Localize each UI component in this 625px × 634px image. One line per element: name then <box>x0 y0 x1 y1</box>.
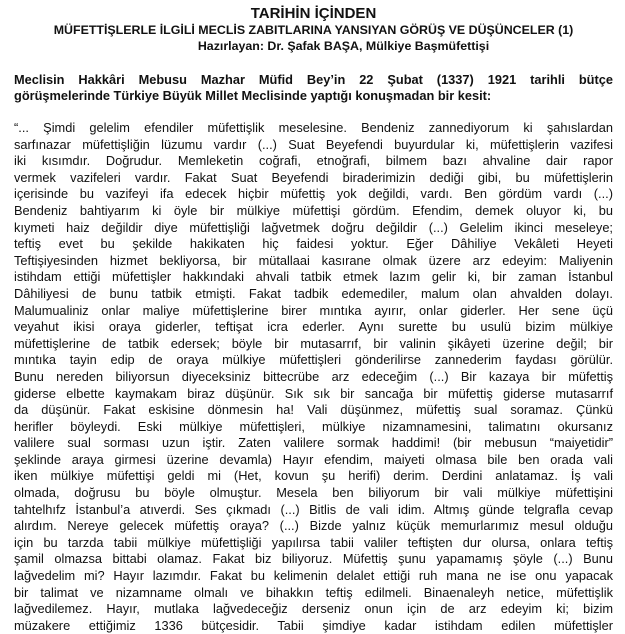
body-line: şamil olmazsa bittabi olamaz. Fakat biz biliyoruz. Müfettiş şunu yapamamış şöyle (...) Bunu <box>14 551 613 567</box>
body-line: kıymeti haiz değildir diye müfettişliği lağvetmek doğru değildir (...) Gelelim ikinci meseleye; <box>14 219 613 235</box>
intro-line: görüşmelerinde Türkiye Büyük Millet Meclisinde yaptığı konuşmadan bir kesit: <box>14 88 492 103</box>
body-line: mıntıka tayin edip de oraya mülkiye müfettişleri gönderilirse zannederim faydası görülür. <box>14 352 613 368</box>
body-line: bir talimat ve nizamname olmalı ve bihakkın teftiş edilmeli. Binaenaleyh netice, müfettişlik <box>14 584 613 600</box>
document-title: TARİHİN İÇİNDEN <box>250 5 377 22</box>
body-line: teftiş evet bu şekilde hakikaten hiç faidesi yoktur. Eğer Dâhiliye Vekâleti Heyeti <box>14 236 613 252</box>
body-line: lağvedilemez. Hayır, mutlaka lağvedeceğiz derseniz onun için de arz edeyim ki; bizim <box>14 601 613 617</box>
body-line: veyahut ikisi oraya giderler, teftişat icra ederler. Aynı surette bu usulü bizim mülkiye <box>14 319 613 335</box>
body-line: vermek vazifeleri vardır. Fakat Suat Beyefendi biraderimizin dediği gibi, bu müfettişlerin <box>14 169 613 185</box>
speech-body <box>14 120 613 634</box>
body-line: “... Şimdi gelelim efendiler müfettişlik meselesine. Bendeniz zannediyorum ki şahıslardan <box>14 120 613 135</box>
body-line: valilere sual sorması uzun iştir. Zaten valilere sormak haddimi! (bir mebusun “maiyetidir” <box>14 435 613 451</box>
body-line: istihdam ettiği müfettişler hakkındaki ahvali tatbik etmek lazım gelir ki, bir zaman İstanbul <box>14 269 613 285</box>
document-subtitle: MÜFETTİŞLERLE İLGİLİ MECLİS ZABITLARINA YANSIYAN GÖRÜŞ VE DÜŞÜNCELER (1) <box>53 23 574 37</box>
body-line: tahtelhıfz İstanbul’a atıverdi. Ses çıkmadı (...) Bitlis de vali idim. Altmış günde telgrafla cevap <box>14 501 613 517</box>
body-line: Bunu nereden biliyorsun diyeceksiniz bittecrübe arz edeceğim (...) Bir kazaya bir müfettiş <box>14 368 613 384</box>
body-line: herifler böyleydi. Eski mülkiye müfettişleri, mülkiye nizamnamesini, talimatını okursanız <box>14 418 613 434</box>
body-line: da düşünür. Fakat eskisine dönmesin ha! Vali düşünmez, müfettiş sual soramaz. Çünkü <box>14 402 613 418</box>
body-line: için bu tarzda tabii mülkiye müfettişliği yapılırsa tabii valiler teftişten dur olursa, onlara teftiş <box>14 534 613 550</box>
intro-paragraph <box>14 72 613 104</box>
body-line: Malumualiniz onlar maliye müfettişlerine birer mıntıka ayırır, onlar giderler. Her sene üçü <box>14 302 613 318</box>
document-author: Hazırlayan: Dr. Şafak BAŞA, Mülkiye Başmüfettişi <box>197 39 490 53</box>
body-line: müzakere ettiğimiz 1336 bütçesidir. Tabii şimdiye kadar istihdam edilen müfettişler <box>14 617 613 633</box>
body-line: iken mülkiye müfettişi geldi mi (Het, kovun şu herifi) derim. Derdini anlatamaz. İş vali <box>14 468 613 484</box>
body-line: müfettişlerine de tatbik edersek; böyle bir mutasarrıf, bir valinin şikâyeti üzerine değil; bir <box>14 335 613 351</box>
body-line: Bendeniz bahtiyarım ki öyle bir mülkiye müfettişi gördüm. Efendim, demek oluyor ki, bu <box>14 202 613 218</box>
body-line: içerisinde bu vazifeyi ifa edecek hiçbir müfettiş yok değildi, vardı. Ben gördüm vardı (...) <box>14 186 613 202</box>
body-line: sarfınazar müfettişliğin lüzumu vardır (...) Suat Beyefendi buyurdular ki, müfettişlerin vazifesi <box>14 136 613 152</box>
document-header <box>14 5 613 54</box>
body-line: Dâhiliyesi de bunu tatbik etmişti. Fakat tadbik edemediler, malum olan ahvalden dolayı. <box>14 285 613 301</box>
body-line: Teftişiyesinden hizmet bekliyorsa, bir mütallaai kasırane olmak üzere arz edeyim: Maliyenin <box>14 252 613 268</box>
intro-line: Meclisin Hakkâri Mebusu Mazhar Müfid Bey’in 22 Şubat (1337) 1921 tarihli bütçe <box>14 72 613 87</box>
body-line: alırdım. Nereye gelecek müfettiş oraya? (...) Bizde yalnız küçük memurlarımız mesul olduğu <box>14 518 613 534</box>
body-line: giderse elbette kaymakam biraz düşünür. Sık sık bir sancağa bir müfettiş giderse mutasarrıf <box>14 385 613 401</box>
body-line: şeklinde araya girmesi üzerine devamla) Hayır efendim, maiyeti olmasa bile ben orada vali <box>14 451 613 467</box>
body-line: lağvedelim mi? Hayır lazımdır. Fakat bu kelimenin delalet ettiği ruh mana ne ise onu yapacak <box>14 568 613 584</box>
body-line: iki kısımdır. Doğrudur. Memleketin coğrafi, etnoğrafi, bilmem bazı ahvaline dair rapor <box>14 153 613 169</box>
body-line: olmada, doğrusu bu böyle olmuştur. Mesela ben biliyorum bir vali mülkiye müfettişini <box>14 485 613 501</box>
